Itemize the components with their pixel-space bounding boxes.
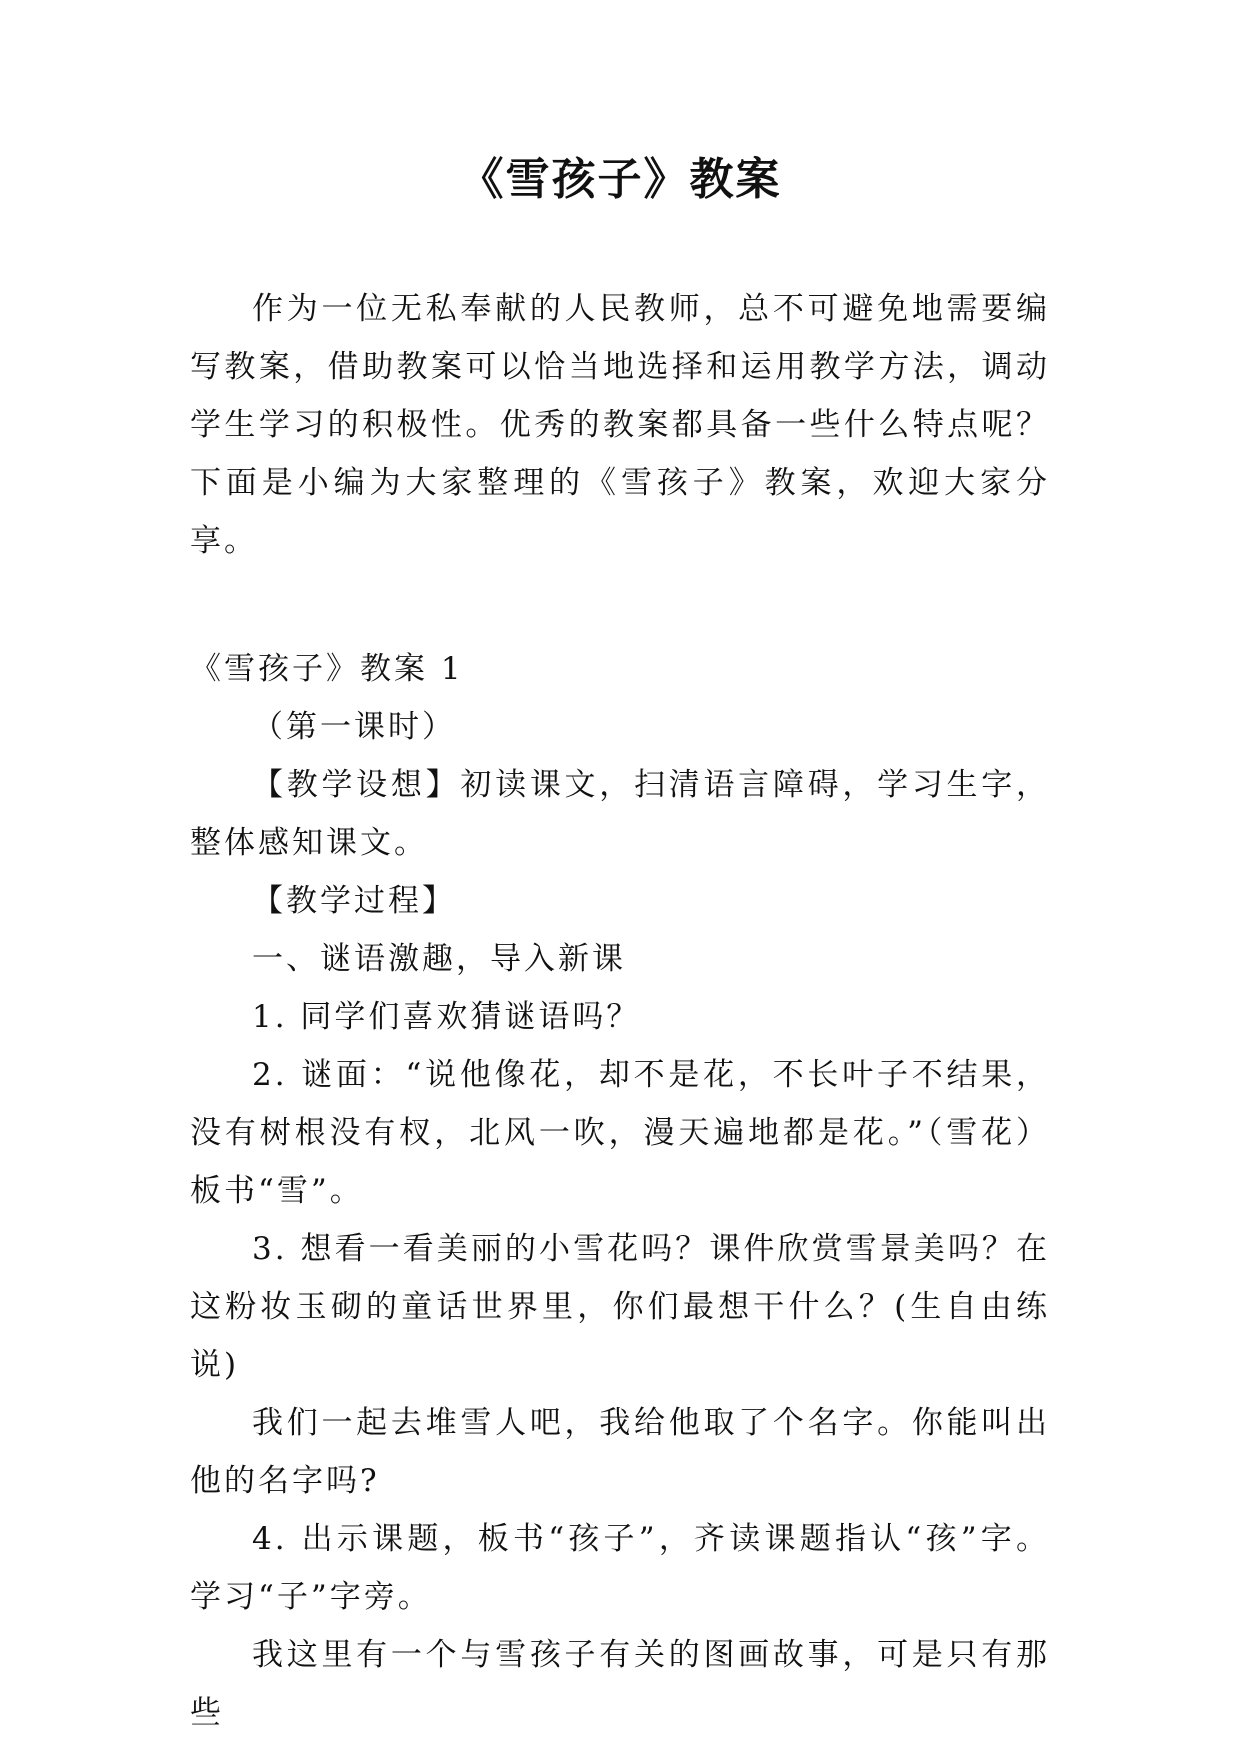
- design-idea-paragraph: 【教学设想】初读课文，扫清语言障碍，学习生字，整体感知课文。: [190, 767, 1050, 861]
- lesson-period: （第一课时）: [252, 709, 456, 745]
- list-item: 2. 谜面：“说他像花，却不是花，不长叶子不结果，没有树根没有杈，北风一吹，漫天遍地都是花。”（雪花）板书“雪”。: [190, 1057, 1050, 1209]
- list-item: 我们一起去堆雪人吧，我给他取了个名字。你能叫出他的名字吗?: [190, 1405, 1050, 1499]
- list-item: 1. 同学们喜欢猜谜语吗？: [252, 999, 641, 1035]
- section-heading: 《雪孩子》教案 1: [190, 651, 464, 687]
- process-heading: 【教学过程】: [252, 883, 456, 919]
- document-title: 《雪孩子》教案: [459, 154, 782, 205]
- intro-paragraph: 作为一位无私奉献的人民教师，总不可避免地需要编写教案，借助教案可以恰当地选择和运用教学方法，调动学生学习的积极性。优秀的教案都具备一些什么特点呢？下面是小编为大家整理的《雪孩子》教案，欢迎大家分享。: [190, 291, 1050, 559]
- list-item: 3. 想看一看美丽的小雪花吗？课件欣赏雪景美吗？在这粉妆玉砌的童话世界里，你们最想干什么？(生自由练说): [190, 1231, 1050, 1383]
- list-item: 4. 出示课题，板书“孩子”，齐读课题指认“孩”字。学习“子”字旁。: [190, 1521, 1050, 1615]
- list-item: 我这里有一个与雪孩子有关的图画故事，可是只有那些: [190, 1637, 1050, 1731]
- document-body: [190, 280, 1050, 1742]
- step-one-heading: 一、谜语激趣，导入新课: [252, 941, 626, 977]
